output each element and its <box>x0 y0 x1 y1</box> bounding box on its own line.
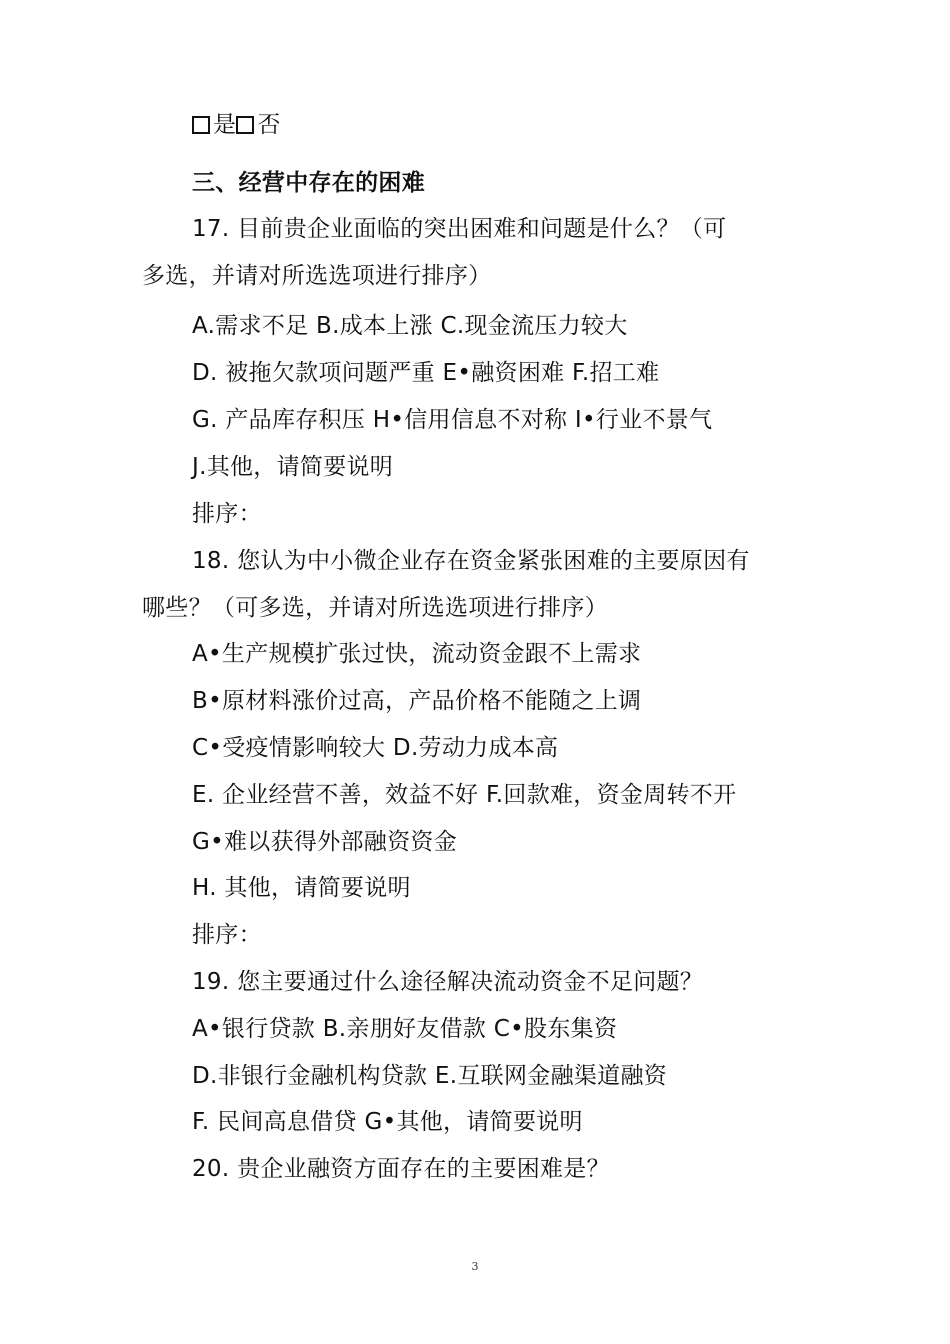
q18-options-line5: G•难以获得外部融资资金 <box>192 829 457 855</box>
no-checkbox[interactable] <box>236 116 254 134</box>
q18-options-line2: B•原材料涨价过高，产品价格不能随之上调 <box>192 688 642 714</box>
yes-label: 是 <box>213 112 237 138</box>
section-heading: 三、经营中存在的困难 <box>192 170 425 196</box>
no-label: 否 <box>257 112 281 138</box>
q19-text-line1: 19. 您主要通过什么途径解决流动资金不足问题？ <box>192 969 704 995</box>
q18-rank-label: 排序： <box>192 922 262 948</box>
q19-options-line2: D.非银行金融机构贷款 E.互联网金融渠道融资 <box>192 1063 668 1089</box>
q18-text-line2: 哪些？（可多选，并请对所选选项进行排序） <box>142 595 608 621</box>
q20-text-line1: 20. 贵企业融资方面存在的主要困难是？ <box>192 1156 610 1182</box>
q18-options-line1: A•生产规模扩张过快，流动资金跟不上需求 <box>192 641 642 667</box>
q18-options-line6: H. 其他，请简要说明 <box>192 875 411 901</box>
q19-options-line3: F. 民间高息借贷 G•其他，请简要说明 <box>192 1109 583 1135</box>
q17-text-line2: 多选，并请对所选选项进行排序） <box>142 263 492 289</box>
q18-options-line4: E. 企业经营不善，效益不好 F.回款难，资金周转不开 <box>192 782 737 808</box>
q17-rank-label: 排序： <box>192 501 262 527</box>
page-number: 3 <box>471 1260 479 1273</box>
q17-options-line4: J.其他，请简要说明 <box>192 454 394 480</box>
yes-checkbox[interactable] <box>192 116 210 134</box>
q19-options-line1: A•银行贷款 B.亲朋好友借款 C•股东集资 <box>192 1016 618 1042</box>
q17-options-line3: G. 产品库存积压 H•信用信息不对称 I•行业不景气 <box>192 407 713 433</box>
q17-text-line1: 17. 目前贵企业面临的突出困难和问题是什么？（可 <box>192 216 727 242</box>
q17-options-line2: D. 被拖欠款项问题严重 E•融资困难 F.招工难 <box>192 360 660 386</box>
q18-options-line3: C•受疫情影响较大 D.劳动力成本高 <box>192 735 559 761</box>
q18-text-line1: 18. 您认为中小微企业存在资金紧张困难的主要原因有 <box>192 548 750 574</box>
q17-options-line1: A.需求不足 B.成本上涨 C.现金流压力较大 <box>192 313 628 339</box>
yes-no-checkbox-row <box>192 110 281 140</box>
